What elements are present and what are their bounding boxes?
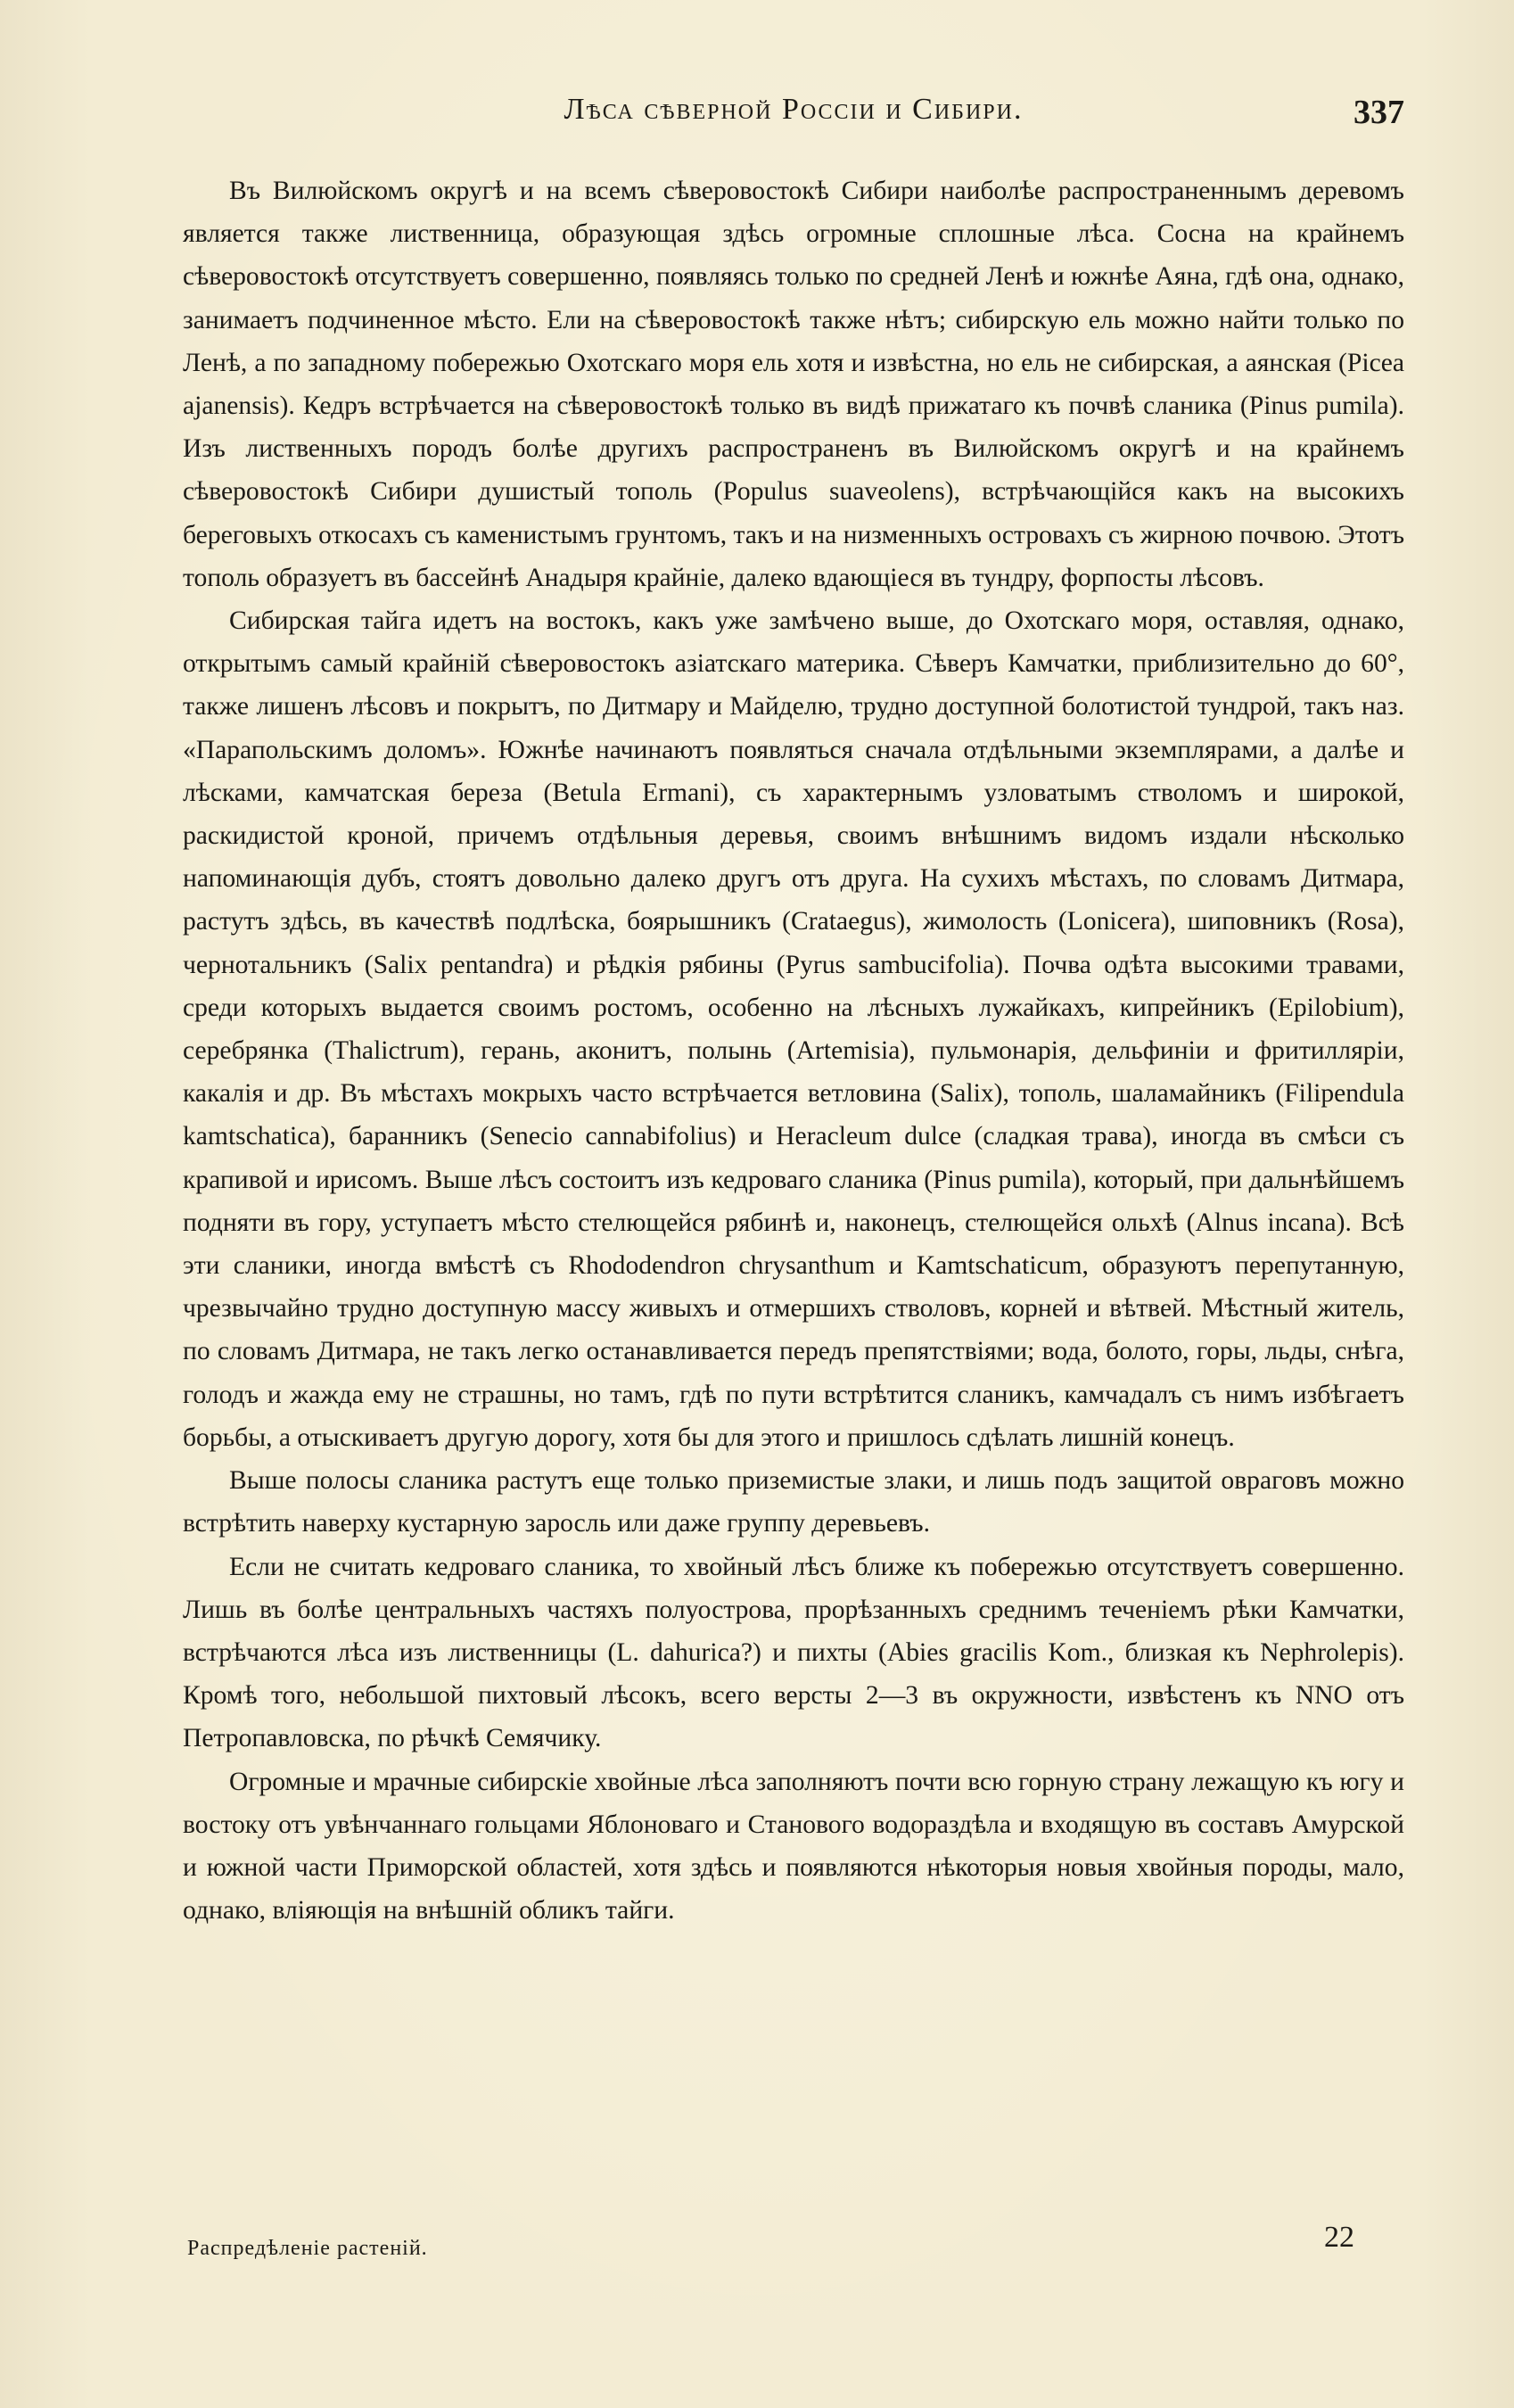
paragraph: Огромные и мрачные сибирскіе хвойные лѣса заполняютъ почти всю горную страну лежащую къ югу и востоку отъ увѣнчаннаго гольцами Яблоноваго и Станового водораздѣла и входящую въ составъ Амурской и южной части Приморской областей, хотя здѣсь и появляются нѣкоторыя новыя хвойныя породы, мало, однако, вліяющія на внѣшній обликъ тайги. xyxy=(183,1767,1404,1926)
page-number: 337 xyxy=(1354,94,1404,131)
signature-text: Распредѣленіе растеній. xyxy=(187,2237,428,2260)
paragraph: Въ Вилюйскомъ округѣ и на всемъ сѣверовостокѣ Сибири наиболѣе распространеннымъ деревомъ является также лиственница, образующая здѣсь огромные сплошные лѣса. Сосна на крайнемъ сѣверовостокѣ отсутствуетъ совершенно, появляясь только по средней Ленѣ и южнѣе Аяна, гдѣ она, однако, занимаетъ подчиненное мѣсто. Ели на сѣверовостокѣ также нѣтъ; сибирскую ель можно найти только по Ленѣ, а по западному побережью Охотскаго моря ель хотя и извѣстна, но ель не сибирская, а аянская (Picea ajanensis). Кедръ встрѣчается на сѣверовостокѣ только въ видѣ прижатаго къ почвѣ сланика (Pinus pumila). Изъ лиственныхъ породъ болѣе другихъ распространенъ въ Вилюйскомъ округѣ и на крайнемъ сѣверовостокѣ Сибири душистый тополь (Populus suaveolens), встрѣчающійся какъ на высокихъ береговыхъ откосахъ съ каменистымъ грунтомъ, такъ и на низменныхъ островахъ съ жирною почвою. Этотъ тополь образуетъ въ бассейнѣ Анадыря крайніе, далеко вдающіеся въ тундру, форпосты лѣсовъ. xyxy=(183,177,1405,592)
paragraph: Выше полосы сланика растутъ еще только приземистые злаки, и лишь подъ защитой овраговъ можно встрѣтить наверху кустарную заросль или даже группу деревьевъ. xyxy=(183,1466,1404,1538)
body-text xyxy=(183,169,1404,1932)
running-title: Лѣса сѣверной Россіи и Сибири. xyxy=(564,93,1024,126)
paragraph: Если не считать кедроваго сланика, то хвойный лѣсъ ближе къ побережью отсутствуетъ совершенно. Лишь въ болѣе центральныхъ частяхъ полуострова, прорѣзанныхъ среднимъ теченіемъ рѣки Камчатки, встрѣчаются лѣса изъ лиственницы (L. dahurica?) и пихты (Abies gracilis Kom., близкая къ Nephrolepis). Кромѣ того, небольшой пихтовый лѣсокъ, всего версты 2—3 въ окружности, извѣстенъ къ NNO отъ Петропавловска, по рѣчкѣ Семячику. xyxy=(183,1552,1404,1753)
paragraph: Сибирская тайга идетъ на востокъ, какъ уже замѣчено выше, до Охотскаго моря, оставляя, однако, открытымъ самый крайній сѣверовостокъ азіатскаго материка. Сѣверъ Камчатки, приблизительно до 60°, также лишенъ лѣсовъ и покрытъ, по Дитмару и Майделю, трудно доступной болотистой тундрой, такъ наз. «Парапольскимъ доломъ». Южнѣе начинаютъ появляться сначала отдѣльными экземплярами, а далѣе и лѣсками, камчатская береза (Betula Ermani), съ характернымъ узловатымъ стволомъ и широкой, раскидистой кроной, причемъ отдѣльныя деревья, своимъ внѣшнимъ видомъ издали нѣсколько напоминающія дубъ, стоятъ довольно далеко другъ отъ друга. На сухихъ мѣстахъ, по словамъ Дитмара, растутъ здѣсь, въ качествѣ подлѣска, боярышникъ (Crataegus), жимолость (Lonicera), шиповникъ (Rosa), чернотальникъ (Salix pentandra) и рѣдкія рябины (Pyrus sambucifolia). Почва одѣта высокими травами, среди которыхъ выдается своимъ ростомъ, особенно на лѣсныхъ лужайкахъ, кипрейникъ (Epilobium), серебрянка (Thalictrum), герань, аконитъ, полынь (Artemisia), пульмонарія, дельфиніи и фритилляріи, какалія и др. Въ мѣстахъ мокрыхъ часто встрѣчается ветловина (Salix), тополь, шаламайникъ (Filipendula kamtschatica), баранникъ (Senecio cannabifolius) и Heracleum dulce (сладкая трава), иногда въ смѣси съ крапивой и ирисомъ. Выше лѣсъ состоитъ изъ кедроваго сланика (Pinus pumila), который, при дальнѣйшемъ подняти въ гору, уступаетъ мѣсто стелющейся рябинѣ и, наконецъ, стелющейся ольхѣ (Alnus incana). Всѣ эти сланики, иногда вмѣстѣ съ Rhododendron chrysanthum и Kamtschaticum, образуютъ перепутанную, чрезвычайно трудно доступную массу живыхъ и отмершихъ стволовъ, корней и вѣтвей. Мѣстный житель, по словамъ Дитмара, не такъ легко останавливается передъ препятствіями; вода, болото, горы, льды, снѣга, голодъ и жажда ему не страшны, но тамъ, гдѣ по пути встрѣтится сланикъ, камчадалъ съ нимъ избѣгаетъ борьбы, а отыскиваетъ другую дорогу, хотя бы для этого и пришлось сдѣлать лишній конецъ. xyxy=(183,606,1404,1452)
running-head xyxy=(183,93,1404,139)
page-footer xyxy=(183,2221,1404,2274)
signature-number: 22 xyxy=(1324,2221,1354,2254)
